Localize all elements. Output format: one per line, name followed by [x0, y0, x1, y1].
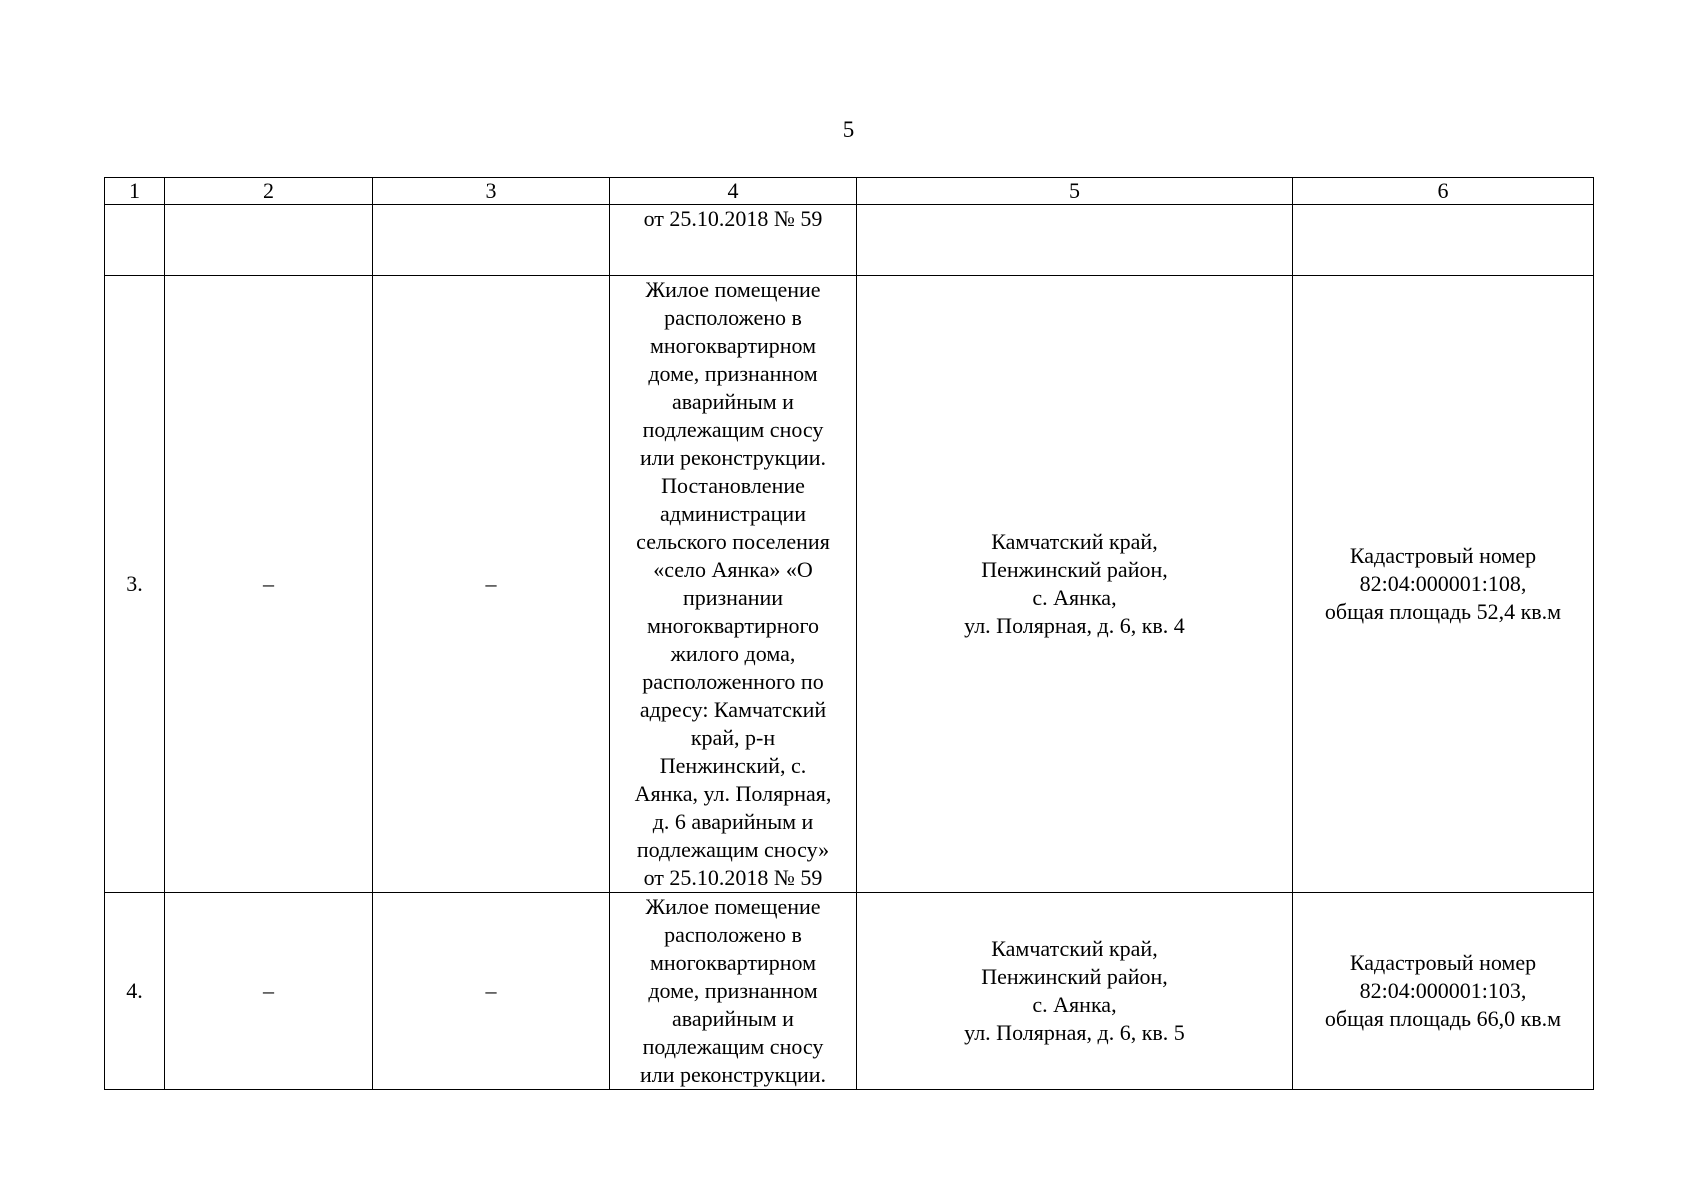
- cell-text-line: Пенжинский, с.: [659, 753, 807, 778]
- cell-text-line: 82:04:000001:103,: [1359, 978, 1527, 1003]
- cell-text-line: общая площадь 66,0 кв.м: [1324, 1006, 1562, 1031]
- cell-address: [857, 205, 1293, 276]
- cell-text-line: Камчатский край,: [991, 529, 1158, 554]
- cell-text-line: доме, признанном: [648, 361, 818, 386]
- page-number: 5: [842, 117, 855, 142]
- cell-text-line: край, р-н: [690, 725, 776, 750]
- cell-cadastral-info: [1293, 205, 1594, 276]
- housing-registry-table: [104, 177, 1594, 1090]
- cell-text-line: расположено в: [664, 305, 802, 330]
- table-row: [105, 893, 1594, 1090]
- row-number-cell: 3.: [105, 276, 165, 893]
- cell-text-line: или реконструкции.: [639, 1062, 826, 1087]
- cell-text-line: расположенного по: [642, 669, 824, 694]
- cell-text-line: «село Аянка» «О: [653, 557, 813, 582]
- cell-text-line: подлежащим сносу: [642, 1034, 824, 1059]
- cell-col3: –: [373, 276, 610, 893]
- column-number-5: 5: [857, 178, 1293, 205]
- cell-text-line: с. Аянка,: [1032, 585, 1117, 610]
- cell-text-line: аварийным и: [672, 389, 794, 414]
- cell-text-line: 82:04:000001:108,: [1359, 571, 1527, 596]
- table-row: [105, 276, 1594, 893]
- cell-text-line: Жилое помещение: [645, 277, 821, 302]
- cell-basis-document: [610, 205, 857, 276]
- cell-text-line: подлежащим сносу: [642, 417, 824, 442]
- cell-text-line: с. Аянка,: [1032, 992, 1117, 1017]
- column-number-4: 4: [610, 178, 857, 205]
- cell-text-line: Кадастровый номер: [1349, 950, 1537, 975]
- cell-text-line: подлежащим сносу»: [636, 837, 830, 862]
- cell-text-line: общая площадь 52,4 кв.м: [1324, 599, 1562, 624]
- cell-text-line: ул. Полярная, д. 6, кв. 5: [964, 1020, 1185, 1045]
- cell-address: [857, 893, 1293, 1090]
- cell-col3: [373, 205, 610, 276]
- cell-text-line: Пенжинский район,: [981, 964, 1168, 989]
- column-numbers-row: [105, 178, 1594, 205]
- cell-text-line: расположено в: [664, 922, 802, 947]
- cell-text-line: сельского поселения: [636, 529, 830, 554]
- row-number-cell: 4.: [105, 893, 165, 1090]
- cell-text-line: Постановление: [661, 473, 805, 498]
- cell-col2: –: [165, 276, 373, 893]
- cell-text-line: Кадастровый номер: [1349, 543, 1537, 568]
- cell-cadastral-info: [1293, 276, 1594, 893]
- cell-col2: [165, 205, 373, 276]
- cell-text-line: ул. Полярная, д. 6, кв. 4: [964, 613, 1185, 638]
- cell-text-line: д. 6 аварийным и: [652, 809, 814, 834]
- cell-text-line: администрации: [660, 501, 806, 526]
- cell-text-line: или реконструкции.: [639, 445, 826, 470]
- cell-text-line: адресу: Камчатский: [639, 697, 827, 722]
- cell-cadastral-info: [1293, 893, 1594, 1090]
- cell-text-line: Пенжинский район,: [981, 557, 1168, 582]
- cell-text-line: жилого дома,: [670, 641, 796, 666]
- cell-text-line: Аянка, ул. Полярная,: [634, 781, 832, 806]
- column-number-3: 3: [373, 178, 610, 205]
- cell-text-line: доме, признанном: [648, 978, 818, 1003]
- cell-basis-document: [610, 276, 857, 893]
- cell-text-line: аварийным и: [672, 1006, 794, 1031]
- cell-text-line: многоквартирного: [646, 613, 820, 638]
- cell-address: [857, 276, 1293, 893]
- table-row: [105, 205, 1594, 276]
- cell-text-line: многоквартирном: [649, 333, 817, 358]
- cell-text-line: от 25.10.2018 № 59: [643, 206, 823, 231]
- cell-text-line: многоквартирном: [649, 950, 817, 975]
- row-number-cell: [105, 205, 165, 276]
- cell-text-line: от 25.10.2018 № 59: [643, 865, 823, 890]
- column-number-1: 1: [105, 178, 165, 205]
- cell-text-line: Камчатский край,: [991, 936, 1158, 961]
- cell-text-line: Жилое помещение: [645, 894, 821, 919]
- cell-col2: –: [165, 893, 373, 1090]
- cell-basis-document: [610, 893, 857, 1090]
- cell-col3: –: [373, 893, 610, 1090]
- column-number-2: 2: [165, 178, 373, 205]
- cell-text-line: признании: [682, 585, 784, 610]
- column-number-6: 6: [1293, 178, 1594, 205]
